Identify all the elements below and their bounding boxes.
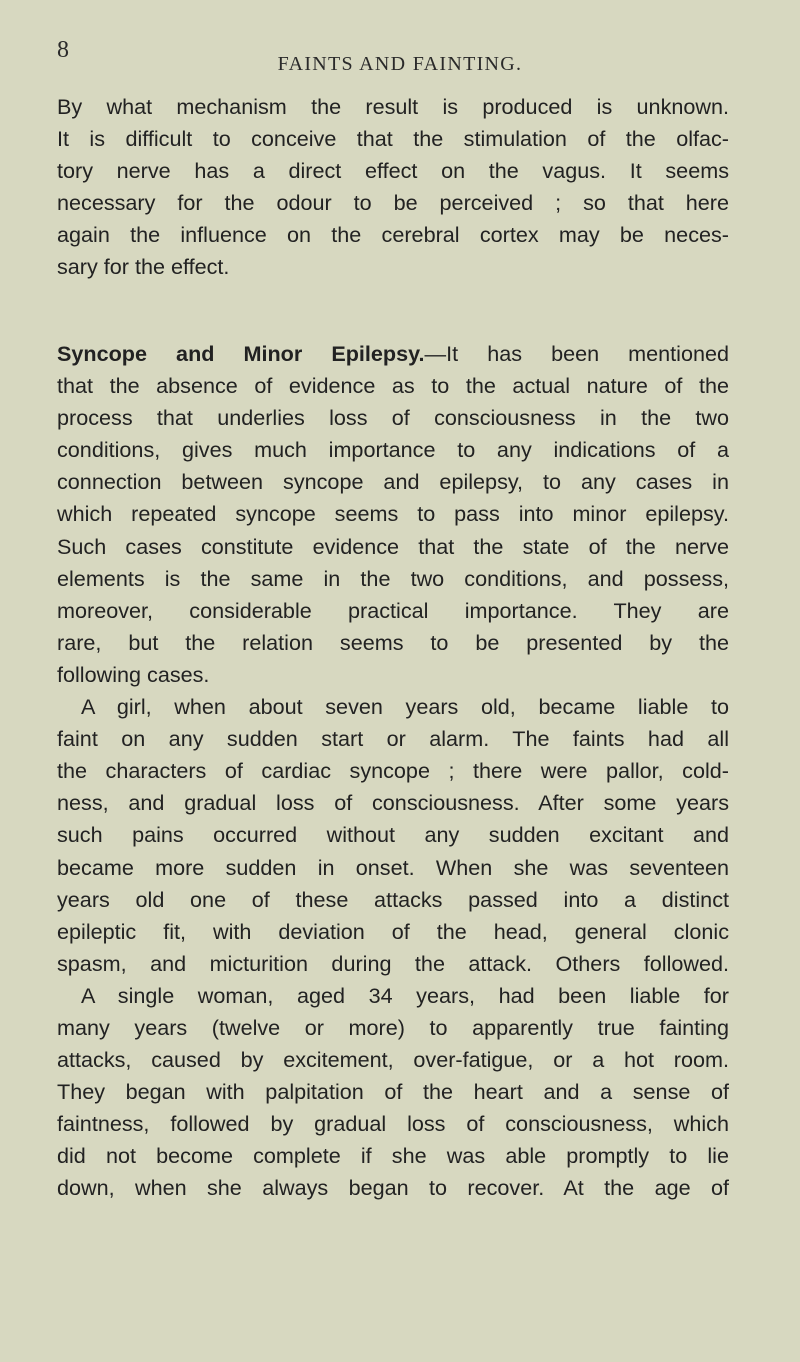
text-line: faint on any sudden start or alarm. The faints had all xyxy=(57,726,729,752)
text-line: connection between syncope and epilepsy, to any cases in xyxy=(57,469,729,495)
text-line: They began with palpitation of the heart and a sense of xyxy=(57,1079,729,1105)
text-line: rare, but the relation seems to be presented by the xyxy=(57,629,729,655)
text-line: following cases. xyxy=(57,661,210,687)
text-line: years old one of these attacks passed into a distinct xyxy=(57,886,729,912)
text-line: A girl, when about seven years old, became liable to xyxy=(81,694,729,720)
text-line: It is difficult to conceive that the stimulation of the olfac- xyxy=(57,126,729,152)
text-line: Such cases constitute evidence that the state of the nerve xyxy=(57,533,729,559)
text-line: such pains occurred without any sudden excitant and xyxy=(57,822,729,848)
text-line: tory nerve has a direct effect on the vagus. It seems xyxy=(57,158,729,184)
section-syncope-epilepsy xyxy=(57,338,729,1205)
paragraph-mechanism xyxy=(57,91,729,284)
text-line: By what mechanism the result is produced is unknown. xyxy=(57,94,729,119)
page-number: 8 xyxy=(57,37,69,63)
text-line: which repeated syncope seems to pass into minor epilepsy. xyxy=(57,501,729,527)
text-line: down, when she always began to recover. At the age of xyxy=(57,1175,729,1201)
text-line xyxy=(57,338,729,370)
text-line: necessary for the odour to be perceived ; so that here xyxy=(57,190,729,216)
text-line: epileptic fit, with deviation of the head, general clonic xyxy=(57,918,729,944)
text-line: that the absence of evidence as to the actual nature of the xyxy=(57,373,729,399)
text-line-continuation: —It has been mentioned xyxy=(424,341,729,366)
text-line: conditions, gives much importance to any indications of a xyxy=(57,437,729,463)
text-line: process that underlies loss of consciousness in the two xyxy=(57,405,729,431)
text-line: attacks, caused by excitement, over-fatigue, or a hot room. xyxy=(57,1047,729,1073)
text-line: ness, and gradual loss of consciousness. After some years xyxy=(57,790,729,816)
text-line: again the influence on the cerebral cortex may be neces- xyxy=(57,222,729,248)
text-line: sary for the effect. xyxy=(57,254,230,280)
text-line: many years (twelve or more) to apparently true fainting xyxy=(57,1014,729,1040)
text-line: did not become complete if she was able promptly to lie xyxy=(57,1143,729,1169)
section-heading: Syncope and Minor Epilepsy. xyxy=(57,341,425,366)
text-line: faintness, followed by gradual loss of consciousness, which xyxy=(57,1111,729,1137)
running-head: FAINTS AND FAINTING. xyxy=(277,53,523,75)
text-line: A single woman, aged 34 years, had been liable for xyxy=(81,982,729,1008)
text-line: moreover, considerable practical importance. They are xyxy=(57,597,729,623)
text-line: spasm, and micturition during the attack. Others followed. xyxy=(57,950,729,976)
text-line: elements is the same in the two conditions, and possess, xyxy=(57,565,729,591)
text-line: the characters of cardiac syncope ; there were pallor, cold- xyxy=(57,758,729,784)
text-line: became more sudden in onset. When she was seventeen xyxy=(57,854,729,880)
